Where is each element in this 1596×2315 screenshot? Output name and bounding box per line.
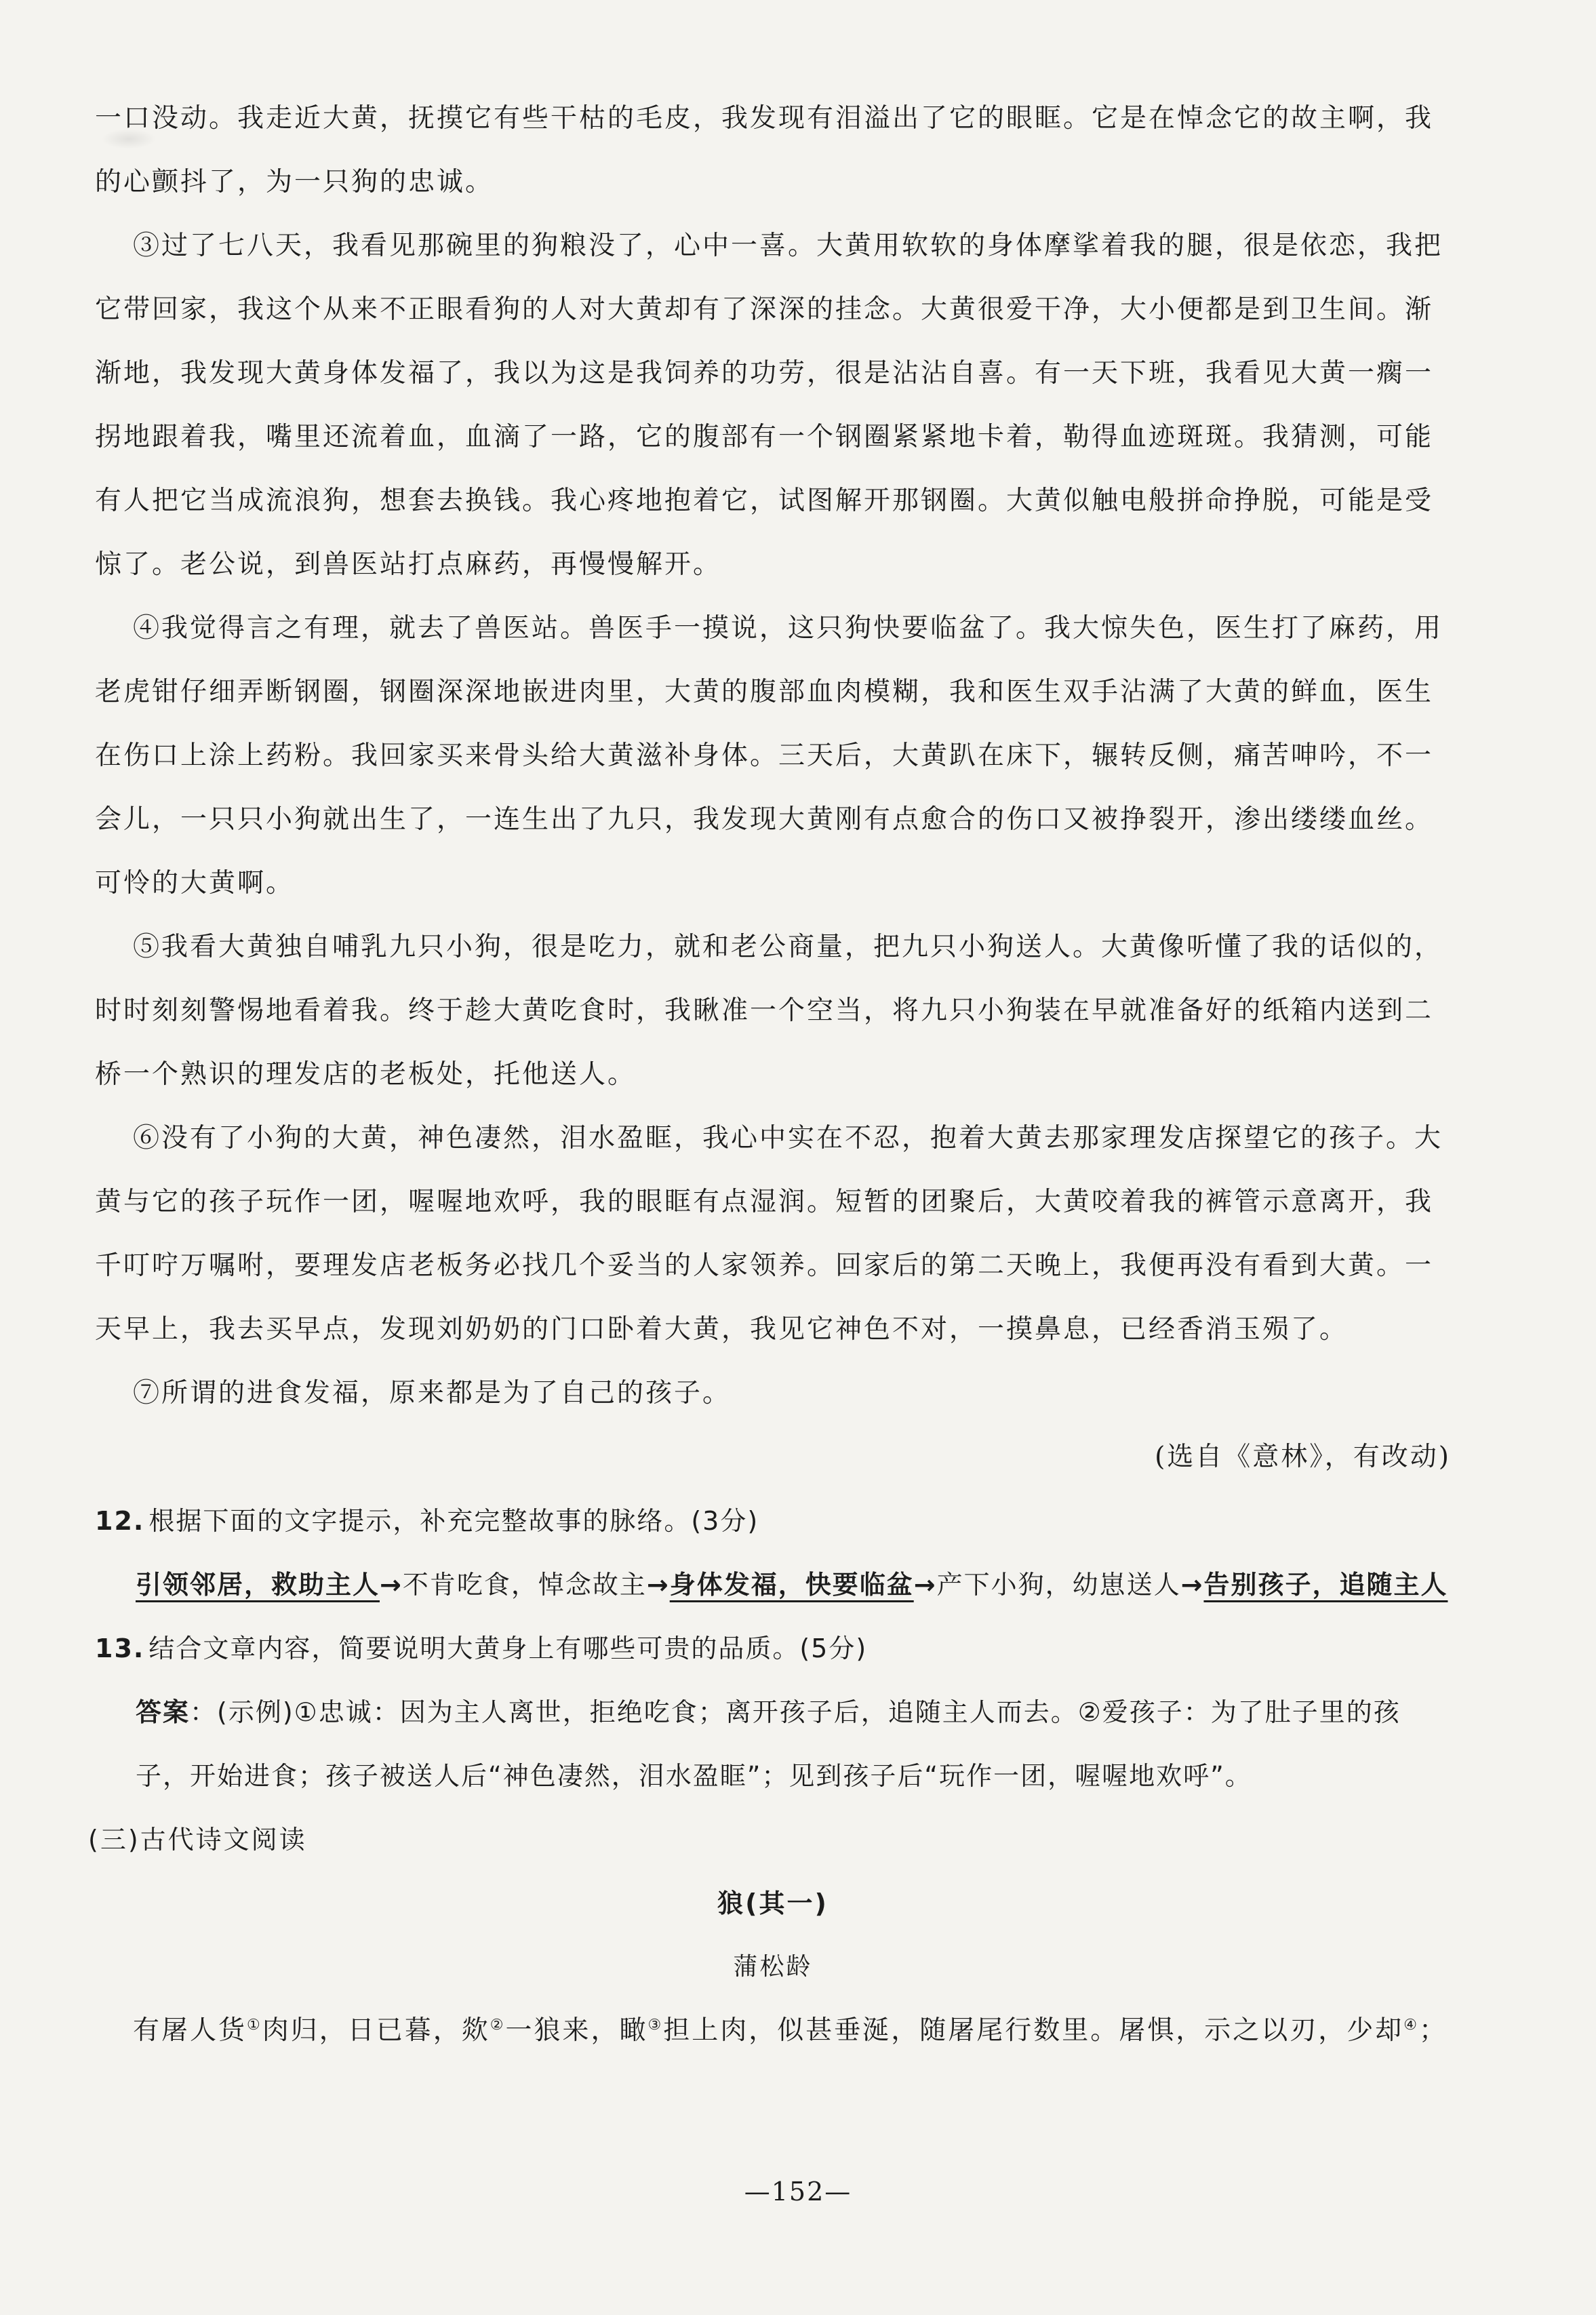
arrow-icon: → [1180,1570,1204,1600]
poem-title: 狼(其一) [717,1888,829,1918]
arrow-icon: → [913,1570,937,1600]
question-number: 12. [95,1506,145,1536]
flow-given-2: 产下小狗，幼崽送人 [936,1570,1181,1600]
question-13 [95,1617,1451,1680]
story-flow [95,1553,1451,1617]
flow-answer-1: 引领邻居，救助主人 [136,1570,380,1600]
page-number: —152— [744,2177,852,2207]
footnote-mark: ① [247,2017,262,2034]
section-heading: (三)古代诗文阅读 [88,1825,307,1855]
reading-passage [88,87,1451,2063]
question-text: 根据下面的文字提示，补充完整故事的脉络。(3分) [148,1506,759,1536]
paragraph-7: ⑦所谓的进食发福，原来都是为了自己的孩子。 [133,1378,732,1408]
paragraph-3: ③过了七八天，我看见那碗里的狗粮没了，心中一喜。大黄用软软的身体摩挲着我的腿，很是依恋，我把它带回家，我这个从来不正眼看狗的人对大黄却有了深深的挂念。大黄很爱干净，大小便都是到卫生间。渐渐地，我发现大黄身体发福了，我以为这是我饲养的功劳，很是沾沾自喜。有一天下班，我看见大黄一瘸一拐地跟着我，嘴里还流着血，血滴了一路，它的腹部有一个钢圈紧紧地卡着，勒得血迹斑斑。我猜测，可能有人把它当成流浪狗，想套去换钱。我心疼地抱着它，试图解开那钢圈。大黄似触电般拼命挣脱，可能是受惊了。老公说，到兽医站打点麻药，再慢慢解开。 [95,231,1443,580]
flow-answer-3: 告别孩子，追随主人 [1203,1570,1448,1600]
answer-label: 答案 [136,1697,191,1727]
question-text: 结合文章内容，简要说明大黄身上有哪些可贵的品质。(5分) [148,1634,868,1663]
poem-text: 一狼来，瞰 [505,2015,648,2046]
question-12 [95,1489,1451,1553]
passage-source: (选自《意林》，有改动) [1155,1442,1451,1472]
paragraph-6: ⑥没有了小狗的大黄，神色凄然，泪水盈眶，我心中实在不忍，抱着大黄去那家理发店探望它的孩子。大黄与它的孩子玩作一团，喔喔地欢呼，我的眼眶有点湿润。短暂的团聚后，大黄咬着我的裤管示意离开，我千叮咛万嘱咐，要理发店老板务必找几个妥当的人家领养。回家后的第二天晚上，我便再没有看到大黄。一天早上，我去买早点，发现刘奶奶的门口卧着大黄，我见它神色不对，一摸鼻息，已经香消玉殒了。 [95,1123,1443,1345]
arrow-icon: → [380,1570,403,1600]
poem-text: 担上肉，似甚垂涎，随屠尾行数里。屠惧，示之以刃，少却 [663,2015,1404,2046]
paragraph-1: 一口没动。我走近大黄，抚摸它有些干枯的毛皮，我发现有泪溢出了它的眼眶。它是在悼念它的故主啊，我的心颤抖了，为一只狗的忠诚。 [95,103,1434,197]
poem-text: 肉归，日已暮，欻 [262,2015,490,2046]
poem-text: ； [1419,2015,1448,2046]
footnote-mark: ③ [647,2017,664,2034]
footnote-mark: ④ [1403,2017,1419,2034]
answer-13 [95,1680,1451,1808]
poem-line-1 [95,1999,1451,2063]
answer-text: ：(示例)①忠诚：因为主人离世，拒绝吃食；离开孩子后，追随主人而去。②爱孩子：为了肚子里的孩子，开始进食；孩子被送人后“神色凄然，泪水盈眶”；见到孩子后“玩作一团，喔喔地欢呼”。 [136,1697,1401,1791]
flow-answer-2: 身体发福，快要临盆 [669,1570,914,1600]
question-number: 13. [95,1634,145,1663]
footnote-mark: ② [490,2017,506,2034]
paragraph-4: ④我觉得言之有理，就去了兽医站。兽医手一摸说，这只狗快要临盆了。我大惊失色，医生打了麻药，用老虎钳仔细弄断钢圈，钢圈深深地嵌进肉里，大黄的腹部血肉模糊，我和医生双手沾满了大黄的鲜血，医生在伤口上涂上药粉。我回家买来骨头给大黄滋补身体。三天后，大黄趴在床下，辗转反侧，痛苦呻吟，不一会儿，一只只小狗就出生了，一连生出了九只，我发现大黄刚有点愈合的伤口又被挣裂开，渗出缕缕血丝。可怜的大黄啊。 [95,613,1443,898]
paragraph-5: ⑤我看大黄独自哺乳九只小狗，很是吃力，就和老公商量，把九只小狗送人。大黄像听懂了我的话似的，时时刻刻警惕地看着我。终于趁大黄吃食时，我瞅准一个空当，将九只小狗装在早就准备好的纸箱内送到二桥一个熟识的理发店的老板处，托他送人。 [95,932,1443,1090]
poem-text: 有屠人货 [133,2015,247,2046]
poem-author: 蒲松龄 [733,1953,813,1981]
arrow-icon: → [646,1570,670,1600]
flow-given-1: 不肯吃食，悼念故主 [402,1570,647,1600]
